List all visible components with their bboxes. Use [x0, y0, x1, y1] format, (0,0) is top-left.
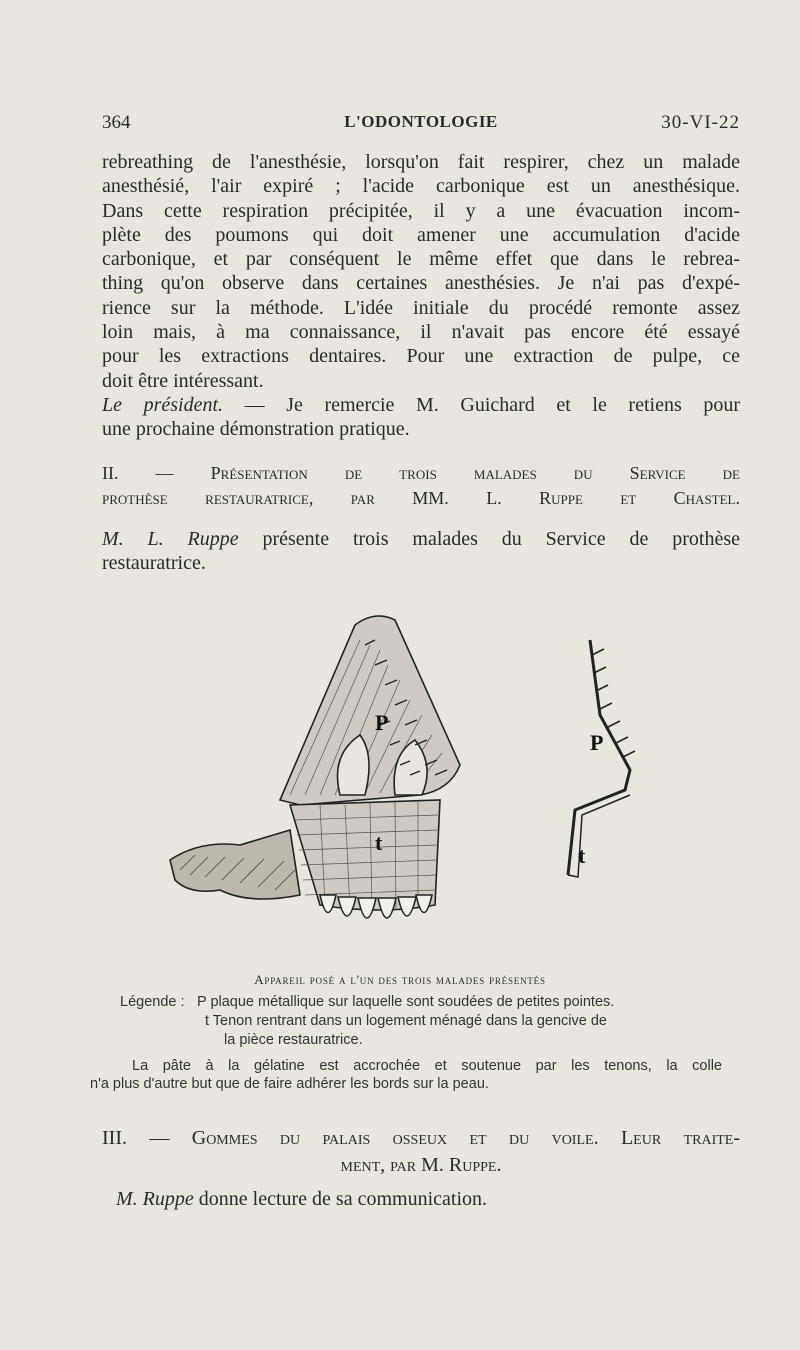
legend-p: P plaque métallique sur laquelle sont soudées de petites pointes. — [197, 994, 615, 1010]
text-line: loin mais, à ma connaissance, il n'avait pas encore été essayé — [102, 321, 740, 344]
issue-date: 30-VI-22 — [661, 112, 740, 133]
speaker-name: M. Ruppe — [116, 1188, 194, 1210]
text-line: rience sur la méthode. L'idée initiale du procédé remonte assez — [102, 296, 740, 319]
note-line: La pâte à la gélatine est accrochée et soutenue par les tenons, la colle — [132, 1058, 722, 1074]
text-line: M. L. Ruppe présente trois malades du Service de prothèse — [102, 528, 740, 550]
note-line: n'a plus d'autre but que de faire adhérer les bords sur la peau. — [90, 1076, 489, 1092]
running-header — [102, 112, 740, 140]
text-line: restauratrice. — [102, 552, 206, 575]
figure-label-p: P — [375, 710, 389, 735]
section-heading-2 — [102, 461, 740, 511]
heading-line: III. — Gommes du palais osseux et du voile. Leur traite- — [102, 1127, 740, 1149]
journal-title: L'ODONTOLOGIE — [344, 112, 498, 131]
heading-line: prothèse restauratrice, par MM. L. Ruppe et Chastel. — [102, 488, 740, 508]
paragraph-continued — [102, 150, 740, 393]
text-line: Le président. — Je remercie M. Guichard et le retiens pour — [102, 394, 740, 416]
restorative-block-drawing — [290, 800, 440, 910]
figure-note — [90, 1057, 722, 1093]
figure-caption: Appareil posé a l'un des trois malades présentés — [254, 972, 546, 987]
figure-legend — [120, 993, 740, 1050]
legend-t: t Tenon rentrant dans un logement ménagé dans la gencive de — [205, 1013, 607, 1029]
heading-line: ment, par M. Ruppe. — [340, 1154, 502, 1176]
text-line: anesthésié, l'air expiré ; l'acide carbonique est un anesthésique. — [102, 175, 740, 198]
metal-plate-profile — [568, 640, 630, 875]
nasal-prosthesis-drawing — [280, 616, 460, 805]
legend-label: Légende : — [120, 994, 185, 1010]
text-line: plète des poumons qui doit amener une accumulation d'acide — [102, 223, 740, 246]
text-line: une prochaine démonstration pratique. — [102, 418, 410, 441]
text-line: Dans cette respiration précipitée, il y a une évacuation incom- — [102, 199, 740, 222]
president-remark — [102, 393, 740, 442]
ruppe-presentation — [102, 527, 740, 576]
speaker-name: Le président. — [102, 394, 224, 416]
figure-label-t: t — [375, 830, 383, 855]
text-line: pour les extractions dentaires. Pour une extraction de pulpe, ce — [102, 345, 740, 368]
text-line: thing qu'on observe dans certaines anesthésies. Je n'ai pas d'expé- — [102, 272, 740, 295]
heading-line: II. — Présentation de trois malades du Service de — [102, 463, 740, 483]
ruppe-communication — [102, 1187, 754, 1211]
page-number: 364 — [102, 112, 131, 133]
speaker-name: M. L. Ruppe — [102, 528, 239, 550]
profile-label-t: t — [578, 843, 586, 868]
profile-label-p: P — [590, 730, 604, 755]
text-line: doit être intéressant. — [102, 369, 264, 392]
text-line: M. Ruppe donne lecture de sa communication. — [116, 1188, 487, 1210]
prosthesis-illustration — [160, 605, 680, 950]
text-line: carbonique, et par conséquent le même effet que dans le rebrea- — [102, 248, 740, 271]
section-heading-3 — [102, 1125, 740, 1179]
legend-t-cont: la pièce restauratrice. — [224, 1032, 363, 1048]
text-line: rebreathing de l'anesthésie, lorsqu'on fait respirer, chez un malade — [102, 151, 740, 173]
